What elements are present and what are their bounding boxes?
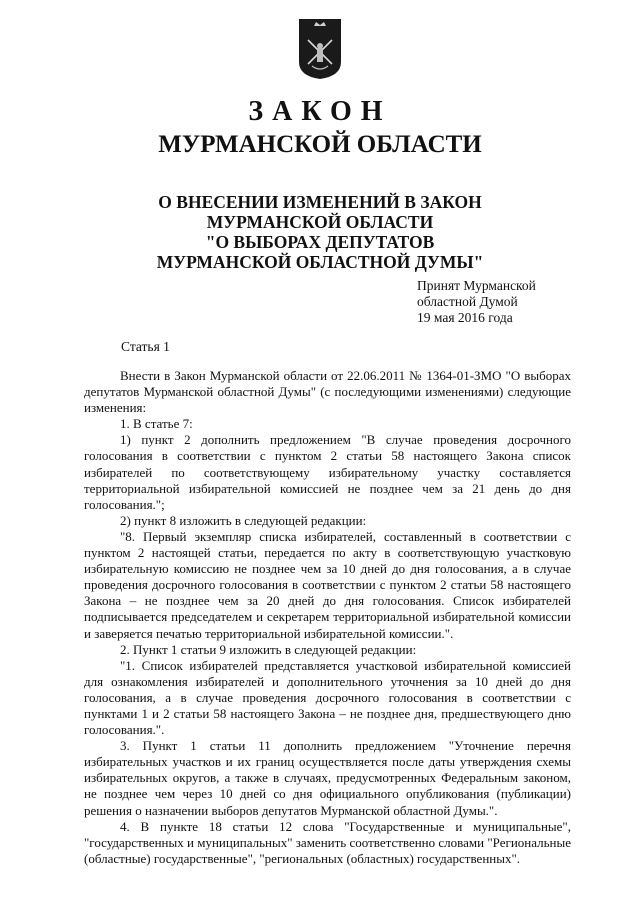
paragraph: "1. Список избирателей представляется участковой избирательной комиссией для ознакомления избирателей и дополнительного уточнения за 10 дней до дня голосования, а в случае проведения досрочного голосования в соответствии с пунктами 1 и 2 статьи 58 настоящего Закона – не позднее дня, предшествующего дню голосования.". <box>84 657 571 738</box>
coat-of-arms-icon <box>298 18 342 80</box>
article-heading: Статья 1 <box>121 339 170 354</box>
adoption-line: областной Думой <box>417 294 518 309</box>
adoption-line: Принят Мурманской <box>417 278 536 293</box>
article-body <box>84 368 571 867</box>
law-title: ЗАКОН <box>248 96 392 127</box>
subtitle-line: МУРМАНСКОЙ ОБЛАСТНОЙ ДУМЫ" <box>156 252 484 272</box>
adoption-date: 19 мая 2016 года <box>417 310 513 325</box>
subtitle-line: О ВНЕСЕНИИ ИЗМЕНЕНИЙ В ЗАКОН <box>158 192 482 212</box>
paragraph: 1) пункт 2 дополнить предложением "В случае проведения досрочного голосования в соответствии с пунктом 2 статьи 58 настоящего Закона список избирателей по соответствующему избирательному участку составляется территориальной избирательной комиссией не позднее чем за 21 день до дня голосования."; <box>84 432 571 512</box>
paragraph: 1. В статье 7: <box>120 416 193 432</box>
paragraph: "8. Первый экземпляр списка избирателей, составленный в соответствии с пунктом 2 настоящей статьи, передается по акту в соответствующую участковую избирательную комиссию не позднее чем за 10 дней до дня голосования, а в случае проведения досрочного голосования в соответствии с пунктом 2 статьи 58 настоящего Закона – не позднее чем за 20 дней до дня голосования. Список избирателей подписывается председателем и секретарем территориальной избирательной комиссии и заверяется печатью территориальной избирательной комиссии.". <box>84 528 571 641</box>
region-title: МУРМАНСКОЙ ОБЛАСТИ <box>158 131 482 158</box>
paragraph: 4. В пункте 18 статьи 12 слова "Государственные и муниципальные", "государственных и муниципальных" заменить соответственно словами "Региональные (областные) государственные", "региональных (областных) государственных". <box>84 818 571 866</box>
adoption-note <box>417 278 536 326</box>
subtitle-line: МУРМАНСКОЙ ОБЛАСТИ <box>206 212 434 232</box>
subtitle-line: "О ВЫБОРАХ ДЕПУТАТОВ <box>205 232 435 252</box>
paragraph: 3. Пункт 1 статьи 11 дополнить предложением "Уточнение перечня избирательных участков и их границ осуществляется после даты утверждения схемы избирательных округов, а также в случаях, предусмотренных Федеральным законом, не позднее чем через 10 дней со дня официального опубликования (публикации) решения о назначении выборов депутатов Мурманской областной Думы.". <box>84 738 571 818</box>
law-subtitle <box>120 192 520 272</box>
paragraph: 2) пункт 8 изложить в следующей редакции: <box>120 512 367 528</box>
paragraph: Внести в Закон Мурманской области от 22.06.2011 № 1364-01-ЗМО "О выборах депутатов Мурманской областной Думы" (с последующими изменениями) следующие изменения: <box>84 368 571 416</box>
paragraph: 2. Пункт 1 статьи 9 изложить в следующей редакции: <box>120 641 417 657</box>
